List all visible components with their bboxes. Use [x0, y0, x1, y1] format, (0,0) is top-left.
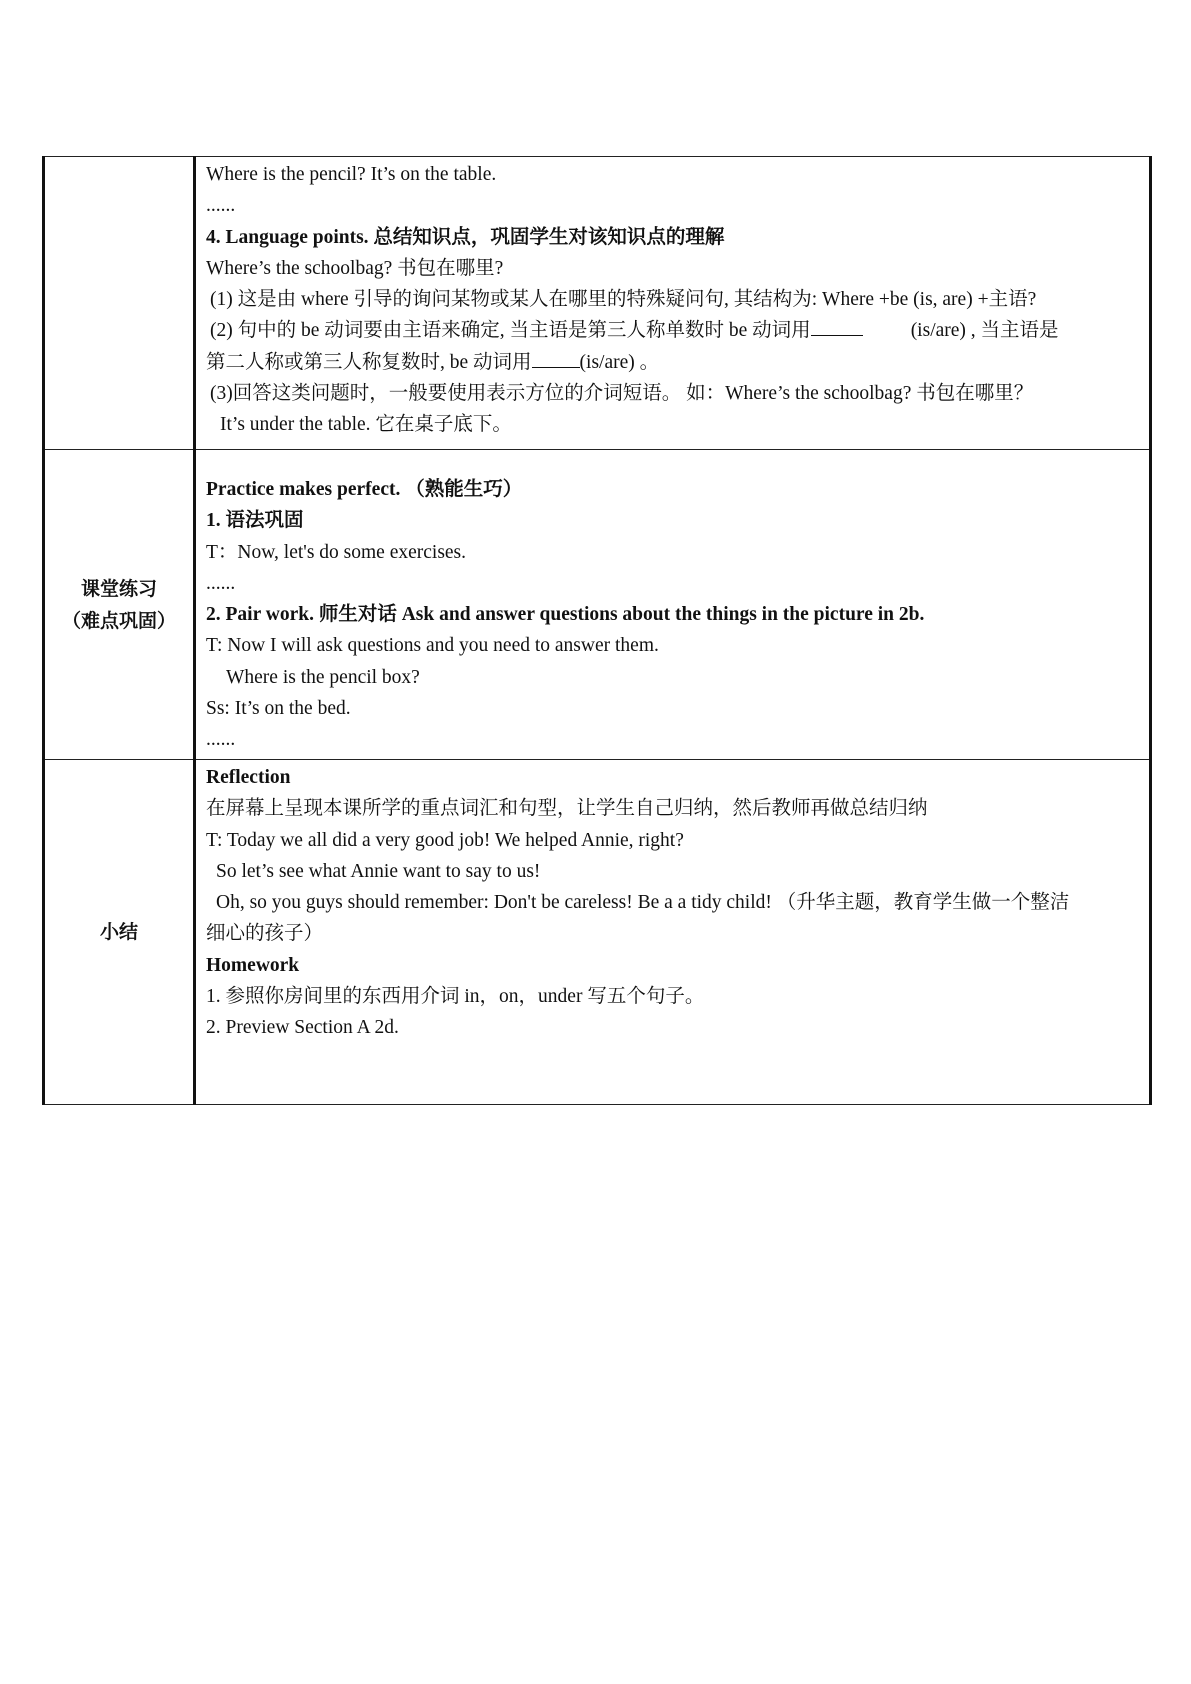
text-line: So let’s see what Annie want to say to us!	[216, 860, 541, 882]
table-row	[44, 157, 1151, 450]
row-label: （难点巩固）	[61, 609, 176, 632]
row-label-cell	[44, 760, 195, 1105]
text-span: (2) 句中的 be 动词要由主语来确定, 当主语是第三人称单数时 be 动词用	[210, 320, 811, 342]
lesson-plan-table	[42, 156, 1152, 1105]
fill-blank-line	[206, 347, 1139, 378]
row-content-cell	[195, 157, 1151, 450]
text-line: Where’s the schoolbag? 书包在哪里?	[206, 257, 504, 279]
text-line: 2. Preview Section A 2d.	[206, 1017, 399, 1039]
row-label: 课堂练习	[80, 577, 157, 600]
ellipsis-line: ......	[206, 195, 236, 217]
answer-blank	[811, 317, 863, 336]
text-line: It’s under the table. 它在桌子底下。	[220, 414, 512, 436]
ellipsis-line: ......	[206, 729, 236, 751]
text-span: (is/are) , 当主语是	[910, 320, 1059, 342]
section-heading: 4. Language points. 总结知识点，巩固学生对该知识点的理解	[206, 226, 725, 248]
text-line: Oh, so you guys should remember: Don't be careless! Be a a tidy child! （升华主题，教育学生做一个整洁	[216, 892, 1070, 914]
fill-blank-line	[206, 315, 1139, 346]
text-line: Ss: It’s on the bed.	[206, 698, 351, 720]
row-label: 小结	[99, 921, 138, 943]
section-heading: Reflection	[206, 767, 291, 788]
row-content-cell	[195, 450, 1151, 760]
text-line: Where is the pencil? It’s on the table.	[206, 164, 497, 185]
answer-blank	[532, 349, 580, 368]
text-line: T：Now, let's do some exercises.	[206, 541, 467, 563]
text-span: (is/are) 。	[579, 351, 660, 373]
row-label-cell	[44, 450, 195, 760]
section-heading: 1. 语法巩固	[206, 510, 304, 532]
ellipsis-line: ......	[206, 572, 236, 594]
text-line: (3)回答这类问题时，一般要使用表示方位的介词短语。 如：Where’s the schoolbag? 书包在哪里？	[210, 383, 1034, 405]
section-heading: Practice makes perfect. （熟能生巧）	[206, 479, 523, 500]
row-label-cell	[44, 157, 195, 450]
text-line: T: Today we all did a very good job! We helped Annie, right?	[206, 829, 684, 851]
text-line: 细心的孩子）	[206, 923, 324, 945]
table-row	[44, 760, 1151, 1105]
text-line: Where is the pencil box?	[226, 666, 420, 688]
text-line: 1. 参照你房间里的东西用介词 in，on，under 写五个句子。	[206, 986, 705, 1008]
section-heading: 2. Pair work. 师生对话 Ask and answer questions about the things in the picture in 2b.	[206, 604, 925, 626]
text-span: 第二人称或第三人称复数时, be 动词用	[206, 351, 532, 373]
text-line: T: Now I will ask questions and you need to answer them.	[206, 635, 659, 657]
row-content-cell	[195, 760, 1151, 1105]
text-line: (1) 这是由 where 引导的询问某物或某人在哪里的特殊疑问句, 其结构为: Where +be (is, are) +主语?	[210, 289, 1037, 311]
text-line: 在屏幕上呈现本课所学的重点词汇和句型，让学生自己归纳，然后教师再做总结归纳	[206, 798, 928, 820]
table-row	[44, 450, 1151, 760]
section-heading: Homework	[206, 954, 300, 976]
